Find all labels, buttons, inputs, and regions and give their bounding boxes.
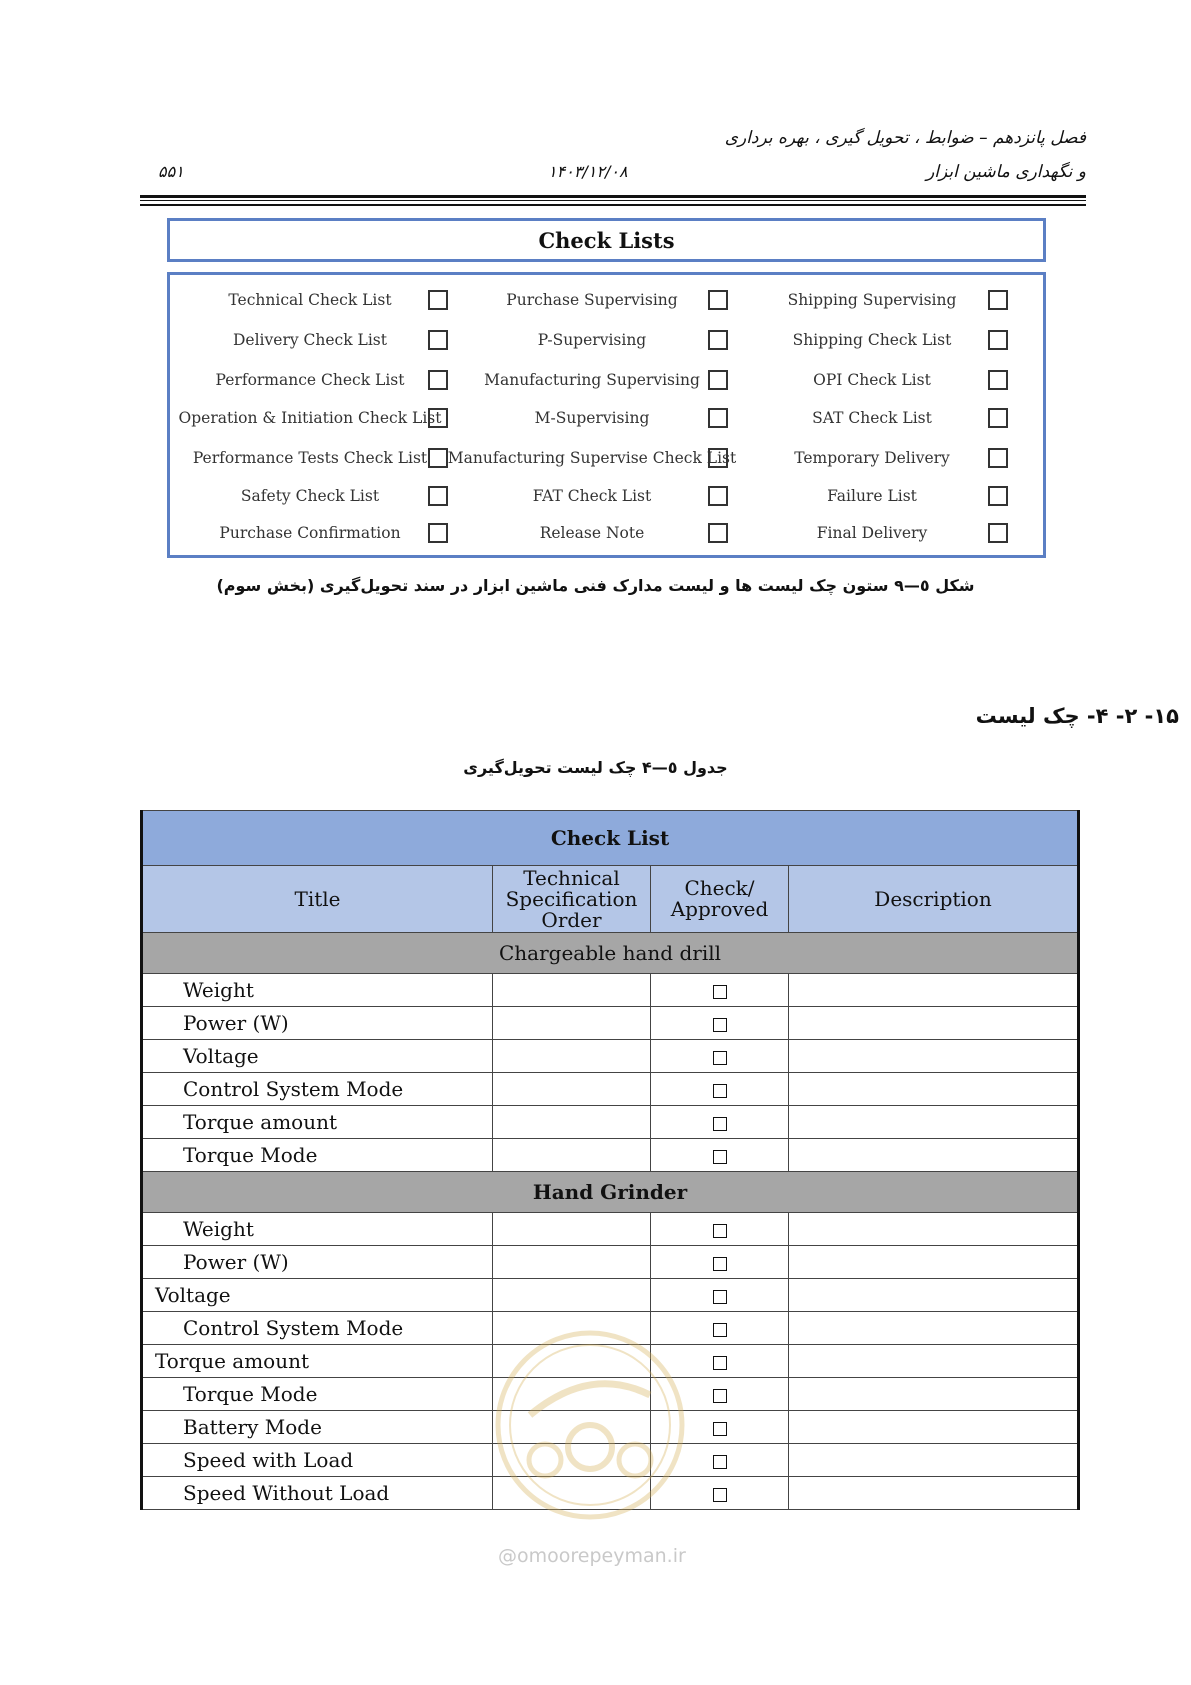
check-cell xyxy=(651,974,789,1007)
row-title: Control System Mode xyxy=(142,1073,493,1106)
check-cell xyxy=(651,1139,789,1172)
checklist-checkbox[interactable] xyxy=(428,448,448,468)
checklist-label: Purchase Supervising xyxy=(506,291,678,309)
row-title: Speed Without Load xyxy=(142,1477,493,1510)
description-cell[interactable] xyxy=(789,1040,1079,1073)
column-header-description: Description xyxy=(789,866,1079,933)
checklist-checkbox[interactable] xyxy=(708,370,728,390)
description-cell[interactable] xyxy=(789,1477,1079,1510)
table-row xyxy=(142,1139,1079,1172)
approved-checkbox[interactable] xyxy=(713,1422,727,1436)
checklist-label: OPI Check List xyxy=(813,371,931,389)
section-title: Chargeable hand drill xyxy=(142,933,1079,974)
checklist-checkbox[interactable] xyxy=(428,370,448,390)
header-line: Specification xyxy=(505,886,638,911)
column-header-tech-spec xyxy=(493,866,651,933)
check-cell xyxy=(651,1279,789,1312)
checklist-label: Release Note xyxy=(539,524,645,542)
checklist-checkbox[interactable] xyxy=(428,290,448,310)
check-cell xyxy=(651,1246,789,1279)
page-number: ۵۵۱ xyxy=(158,162,184,181)
approved-checkbox[interactable] xyxy=(713,1290,727,1304)
checklist-checkbox[interactable] xyxy=(988,523,1008,543)
table-caption: جدول ٥—۴ چک لیست تحویل‌گیری xyxy=(463,758,728,777)
checklist-label: Shipping Check List xyxy=(792,331,952,349)
checklist-label: Delivery Check List xyxy=(233,331,387,349)
check-cell xyxy=(651,1040,789,1073)
approved-checkbox[interactable] xyxy=(713,1117,727,1131)
header-rule xyxy=(140,200,1086,201)
checklist-checkbox[interactable] xyxy=(708,408,728,428)
tech-spec-cell[interactable] xyxy=(493,1279,651,1312)
checklist-checkbox[interactable] xyxy=(988,330,1008,350)
approved-checkbox[interactable] xyxy=(713,1257,727,1271)
chapter-title-line2: و نگهداری ماشین ابزار xyxy=(926,162,1086,182)
check-cell xyxy=(651,1106,789,1139)
checklist-checkbox[interactable] xyxy=(708,448,728,468)
row-title: Torque amount xyxy=(142,1345,493,1378)
checklists-title: Check Lists xyxy=(538,227,675,253)
check-cell xyxy=(651,1213,789,1246)
checklist-label: Performance Tests Check List xyxy=(192,449,428,467)
checklist-label: Operation & Initiation Check List xyxy=(178,409,442,427)
checklist-checkbox[interactable] xyxy=(708,330,728,350)
approved-checkbox[interactable] xyxy=(713,1051,727,1065)
checklist-label: Manufacturing Supervise Check List xyxy=(447,449,737,467)
row-title: Torque Mode xyxy=(142,1139,493,1172)
row-title: Speed with Load xyxy=(142,1444,493,1477)
table-row xyxy=(142,1040,1079,1073)
checklist-label: FAT Check List xyxy=(532,487,652,505)
checklist-checkbox[interactable] xyxy=(428,486,448,506)
description-cell[interactable] xyxy=(789,1378,1079,1411)
table-row xyxy=(142,974,1079,1007)
checklist-checkbox[interactable] xyxy=(428,523,448,543)
approved-checkbox[interactable] xyxy=(713,1389,727,1403)
checklist-label: Shipping Supervising xyxy=(787,291,957,309)
row-title: Torque Mode xyxy=(142,1378,493,1411)
header-line: Approved xyxy=(670,897,769,921)
checklist-label: SAT Check List xyxy=(812,409,932,427)
description-cell[interactable] xyxy=(789,1246,1079,1279)
watermark-text: @omoorepeyman.ir xyxy=(498,1545,686,1567)
row-title: Control System Mode xyxy=(142,1312,493,1345)
tech-spec-cell[interactable] xyxy=(493,1139,651,1172)
tech-spec-cell[interactable] xyxy=(493,1040,651,1073)
row-title: Voltage xyxy=(142,1040,493,1073)
checklist-checkbox[interactable] xyxy=(708,290,728,310)
checklist-label: Technical Check List xyxy=(228,291,392,309)
checklist-checkbox[interactable] xyxy=(708,486,728,506)
section-row xyxy=(142,1172,1079,1213)
checklist-checkbox[interactable] xyxy=(988,486,1008,506)
table-row xyxy=(142,1007,1079,1040)
tech-spec-cell[interactable] xyxy=(493,1213,651,1246)
section-title: Hand Grinder xyxy=(142,1172,1079,1213)
description-cell[interactable] xyxy=(789,974,1079,1007)
checklist-checkbox[interactable] xyxy=(708,523,728,543)
tech-spec-cell[interactable] xyxy=(493,1106,651,1139)
approved-checkbox[interactable] xyxy=(713,1356,727,1370)
row-title: Weight xyxy=(142,974,493,1007)
checklist-label: Final Delivery xyxy=(816,524,928,542)
chapter-title-line1: فصل پانزدهم – ضوابط ، تحویل گیری ، بهره برداری xyxy=(724,128,1086,148)
approved-checkbox[interactable] xyxy=(713,1323,727,1337)
watermark-logo-icon xyxy=(490,1325,690,1525)
column-header-check xyxy=(651,866,789,933)
checklist-label: Performance Check List xyxy=(215,371,405,389)
description-cell[interactable] xyxy=(789,1213,1079,1246)
approved-checkbox[interactable] xyxy=(713,1084,727,1098)
checklist-label: Manufacturing Supervising xyxy=(484,371,700,389)
table-row xyxy=(142,1279,1079,1312)
description-cell[interactable] xyxy=(789,1106,1079,1139)
header-date: ۱۴۰۳/۱۲/۰۸ xyxy=(548,162,628,181)
figure-caption: شکل ٥—٩ ستون چک لیست ها و لیست مدارک فنی ماشین ابزار در سند تحویل‌گیری (بخش سوم) xyxy=(216,576,975,595)
description-cell[interactable] xyxy=(789,1073,1079,1106)
checklist-label: Failure List xyxy=(827,487,917,505)
checklists-title-box xyxy=(167,218,1046,262)
checklist-label: Temporary Delivery xyxy=(794,449,950,467)
checklist-label: Safety Check List xyxy=(240,487,380,505)
row-title: Battery Mode xyxy=(142,1411,493,1444)
header-rule xyxy=(140,204,1086,206)
approved-checkbox[interactable] xyxy=(713,985,727,999)
checklist-label: M-Supervising xyxy=(534,409,650,427)
checklist-checkbox[interactable] xyxy=(988,370,1008,390)
description-cell[interactable] xyxy=(789,1279,1079,1312)
description-cell[interactable] xyxy=(789,1411,1079,1444)
checklist-label: P-Supervising xyxy=(537,331,647,349)
checklist-checkbox[interactable] xyxy=(988,448,1008,468)
approved-checkbox[interactable] xyxy=(713,1488,727,1502)
checklist-checkbox[interactable] xyxy=(988,290,1008,310)
checklist-checkbox[interactable] xyxy=(428,330,448,350)
approved-checkbox[interactable] xyxy=(713,1224,727,1238)
check-cell xyxy=(651,1007,789,1040)
check-cell xyxy=(651,1073,789,1106)
approved-checkbox[interactable] xyxy=(713,1455,727,1469)
header-line: Order xyxy=(541,907,602,932)
section-heading: ۱۵- ۲- ۴- چک لیست xyxy=(975,704,1179,728)
row-title: Voltage xyxy=(142,1279,493,1312)
row-title: Power (W) xyxy=(142,1007,493,1040)
section-row xyxy=(142,933,1079,974)
table-row xyxy=(142,1073,1079,1106)
row-title: Weight xyxy=(142,1213,493,1246)
checklist-checkbox[interactable] xyxy=(428,408,448,428)
description-cell[interactable] xyxy=(789,1444,1079,1477)
tech-spec-cell[interactable] xyxy=(493,1007,651,1040)
header-line: Technical xyxy=(523,865,620,890)
checklists-grid xyxy=(167,272,1046,558)
description-cell[interactable] xyxy=(789,1007,1079,1040)
tech-spec-cell[interactable] xyxy=(493,1246,651,1279)
description-cell[interactable] xyxy=(789,1345,1079,1378)
tech-spec-cell[interactable] xyxy=(493,974,651,1007)
table-row xyxy=(142,1213,1079,1246)
approved-checkbox[interactable] xyxy=(713,1150,727,1164)
description-cell[interactable] xyxy=(789,1312,1079,1345)
row-title: Torque amount xyxy=(142,1106,493,1139)
header-rule xyxy=(140,195,1086,198)
tech-spec-cell[interactable] xyxy=(493,1073,651,1106)
description-cell[interactable] xyxy=(789,1139,1079,1172)
column-header-title: Title xyxy=(142,866,493,933)
approved-checkbox[interactable] xyxy=(713,1018,727,1032)
table-row xyxy=(142,1106,1079,1139)
header-line: Check/ xyxy=(684,876,755,900)
checklist-checkbox[interactable] xyxy=(988,408,1008,428)
table-row xyxy=(142,1246,1079,1279)
checklist-label: Purchase Confirmation xyxy=(219,524,401,542)
row-title: Power (W) xyxy=(142,1246,493,1279)
table-title: Check List xyxy=(142,811,1079,866)
